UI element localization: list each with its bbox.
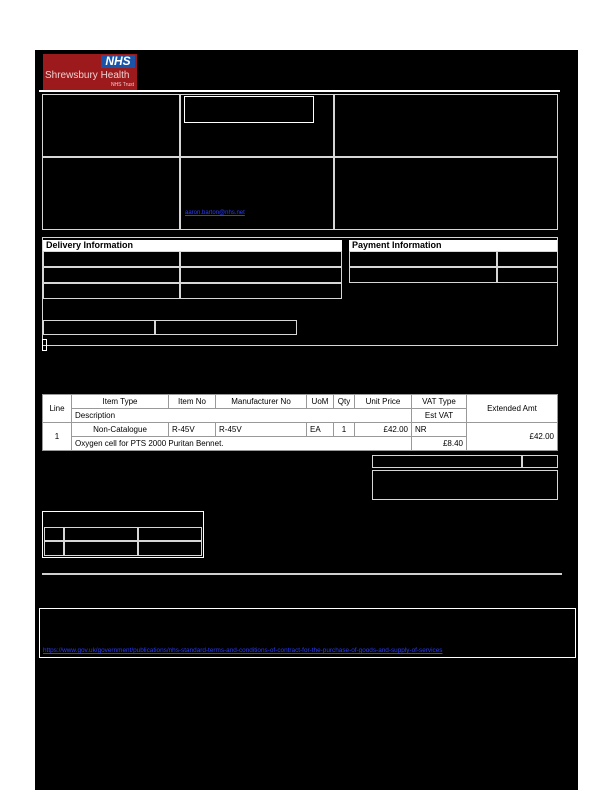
approval-cell-5 bbox=[64, 541, 138, 556]
col-item-type-header: Item Type bbox=[72, 395, 169, 409]
row-vat-type: NR bbox=[412, 423, 467, 437]
order-items-table bbox=[42, 394, 558, 451]
trust-subtitle: NHS Trust bbox=[110, 82, 134, 88]
delivery-row-2-value bbox=[180, 267, 342, 283]
approval-cell-1 bbox=[44, 527, 64, 541]
col-item-no-header: Item No bbox=[169, 395, 216, 409]
payment-row-1-value bbox=[497, 251, 558, 267]
payment-row-2-label bbox=[349, 267, 497, 283]
delivery-row-2-label bbox=[43, 267, 180, 283]
order-info-cell bbox=[42, 94, 180, 157]
totals-label-cell bbox=[372, 455, 522, 468]
terms-box bbox=[39, 608, 576, 658]
row-item-type: Non-Catalogue bbox=[72, 423, 169, 437]
col-vat-type-header: VAT Type bbox=[412, 395, 467, 409]
delivery-extra-label bbox=[43, 320, 155, 335]
row-uom: EA bbox=[307, 423, 334, 437]
header-divider bbox=[39, 90, 560, 92]
row-qty: 1 bbox=[334, 423, 355, 437]
delivery-row-1-value bbox=[180, 251, 342, 267]
terms-conditions-link[interactable]: https://www.gov.uk/government/publications/nhs-standard-terms-and-conditions-of-contract-for-the-purchase-of-goods-and-supply-of-services bbox=[43, 647, 443, 654]
totals-value-cell bbox=[522, 455, 558, 468]
payment-row-1-label bbox=[349, 251, 497, 267]
approval-cell-3 bbox=[138, 527, 202, 541]
row-extended-amt: £42.00 bbox=[467, 423, 558, 451]
order-number-box bbox=[184, 96, 314, 123]
table-header-row bbox=[43, 395, 558, 409]
row-item-no: R-45V bbox=[169, 423, 216, 437]
nhs-logo bbox=[43, 54, 137, 91]
table-row bbox=[43, 423, 558, 437]
checkbox-marker bbox=[42, 339, 47, 351]
order-date-cell bbox=[334, 94, 558, 157]
delivery-extra-value bbox=[155, 320, 297, 335]
row-description: Oxygen cell for PTS 2000 Puritan Bennet. bbox=[72, 437, 412, 451]
trust-name: Shrewsbury Health bbox=[45, 70, 130, 81]
supplier-email-link[interactable]: aaron.barton@nhs.net bbox=[185, 210, 245, 216]
col-unit-price-header: Unit Price bbox=[355, 395, 412, 409]
supplier-contact-cell bbox=[180, 157, 334, 230]
totals-summary-cell bbox=[372, 470, 558, 500]
approval-cell-4 bbox=[44, 541, 64, 556]
invoice-address-cell bbox=[334, 157, 558, 230]
col-qty-header: Qty bbox=[334, 395, 355, 409]
delivery-row-1-label bbox=[43, 251, 180, 267]
payment-info-heading: Payment Information bbox=[349, 240, 557, 251]
row-manufacturer-no: R-45V bbox=[216, 423, 307, 437]
approval-cell-6 bbox=[138, 541, 202, 556]
footer-divider bbox=[42, 573, 562, 575]
col-est-vat-header: Est VAT bbox=[412, 409, 467, 423]
payment-row-2-value bbox=[497, 267, 558, 283]
col-line-header: Line bbox=[43, 395, 72, 423]
col-manufacturer-no-header: Manufacturer No bbox=[216, 395, 307, 409]
delivery-info-heading: Delivery Information bbox=[43, 240, 342, 251]
row-est-vat: £8.40 bbox=[412, 437, 467, 451]
nhs-badge: NHS bbox=[101, 55, 135, 68]
approval-cell-2 bbox=[64, 527, 138, 541]
col-uom-header: UoM bbox=[307, 395, 334, 409]
delivery-row-3-label bbox=[43, 283, 180, 299]
row-unit-price: £42.00 bbox=[355, 423, 412, 437]
supplier-cell bbox=[42, 157, 180, 230]
row-line: 1 bbox=[43, 423, 72, 451]
delivery-row-3-value bbox=[180, 283, 342, 299]
col-extended-amt-header: Extended Amt bbox=[467, 395, 558, 423]
col-description-header: Description bbox=[72, 409, 412, 423]
